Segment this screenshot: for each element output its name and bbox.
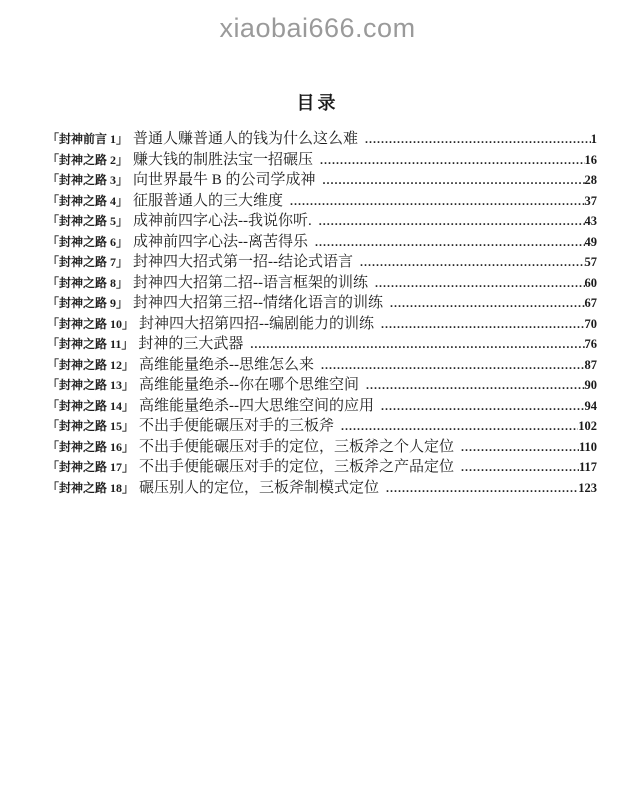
toc-entry-page: 117 [578, 460, 597, 474]
toc-entry-label: 「封神之路 12」 [47, 357, 135, 372]
toc-entry [47, 332, 597, 353]
toc-leader-dots [320, 151, 584, 169]
toc-leader-dots [360, 253, 584, 271]
toc-entry-label: 「封神之路 5」 [47, 214, 129, 228]
toc-entry [47, 414, 597, 435]
toc-list [47, 127, 597, 496]
toc-entry-label: 「封神之路 9」 [47, 296, 129, 310]
toc-entry [47, 127, 597, 148]
toc-entry-label: 「封神之路 6」 [47, 234, 129, 249]
toc-entry-page: 76 [584, 337, 597, 351]
toc-leader-dots [321, 356, 584, 374]
toc-entry-page: 49 [584, 234, 597, 249]
toc-leader-dots [290, 192, 584, 210]
toc-entry-title: 高维能量绝杀--四大思维空间的应用 [139, 397, 375, 414]
toc-entry-label: 「封神之路 8」 [47, 275, 129, 290]
toc-entry [47, 476, 597, 497]
toc-entry-title: 高维能量绝杀--你在哪个思维空间 [139, 377, 360, 393]
toc-entry [47, 435, 597, 456]
toc-entry-page: 110 [578, 439, 597, 454]
toc-entry-page: 57 [584, 255, 597, 269]
toc-entry-title: 成神前四字心法--我说你听. [133, 213, 312, 229]
toc-entry [47, 312, 597, 333]
toc-entry-page: 43 [584, 214, 597, 228]
toc-entry-label: 「封神之路 15」 [47, 419, 135, 433]
toc-leader-dots [365, 130, 591, 148]
toc-entry-title: 赚大钱的制胜法宝一招碾压 [133, 151, 314, 168]
toc-entry-label: 「封神之路 17」 [47, 460, 135, 474]
toc-leader-dots [381, 397, 584, 415]
toc-entry-label: 「封神之路 11」 [47, 337, 134, 351]
toc-entry-label: 「封神前言 1」 [47, 132, 129, 146]
toc-entry [47, 250, 597, 271]
toc-entry-page: 37 [584, 193, 597, 208]
toc-entry-label: 「封神之路 13」 [47, 378, 135, 392]
toc-entry-title: 封神四大招式第一招--结论式语言 [133, 254, 354, 270]
toc-entry [47, 291, 597, 312]
toc-leader-dots [315, 233, 584, 251]
toc-entry-title: 不出手便能碾压对手的定位，三板斧之产品定位 [139, 459, 455, 475]
toc-entry-title: 高维能量绝杀--思维怎么来 [139, 356, 315, 373]
toc-entry-title: 向世界最牛 B 的公司学成神 [133, 172, 316, 188]
toc-entry-page: 123 [578, 480, 597, 495]
toc-entry-title: 封神四大招第四招--编剧能力的训练 [139, 315, 375, 332]
toc-entry-label: 「封神之路 4」 [47, 193, 129, 208]
toc-entry [47, 189, 597, 210]
toc-entry-title: 不出手便能碾压对手的定位，三板斧之个人定位 [139, 438, 455, 455]
toc-entry [47, 455, 597, 476]
toc-entry-title: 碾压别人的定位，三板斧制模式定位 [139, 479, 380, 496]
toc-entry-page: 87 [584, 357, 597, 372]
toc-entry-page: 28 [584, 173, 597, 187]
toc-entry [47, 230, 597, 251]
toc-leader-dots [319, 212, 585, 230]
toc-entry-page: 94 [584, 398, 597, 413]
toc-entry [47, 373, 597, 394]
toc-entry-title: 封神四大招第二招--语言框架的训练 [133, 274, 369, 291]
toc-entry-title: 征服普通人的三大维度 [133, 192, 284, 209]
toc-entry-label: 「封神之路 18」 [47, 480, 135, 495]
toc-entry-label: 「封神之路 7」 [47, 255, 129, 269]
toc-entry [47, 148, 597, 169]
toc-entry [47, 168, 597, 189]
toc-entry-label: 「封神之路 10」 [47, 316, 135, 331]
toc-leader-dots [386, 479, 578, 497]
toc-entry-title: 封神四大招第三招--情绪化语言的训练 [133, 295, 384, 311]
toc-entry-title: 不出手便能碾压对手的三板斧 [139, 418, 335, 434]
site-watermark: xiaobai666.com [219, 13, 416, 43]
toc-entry-label: 「封神之路 3」 [47, 173, 129, 187]
toc-leader-dots [366, 376, 584, 394]
toc-leader-dots [323, 171, 585, 189]
toc-entry-title: 普通人赚普通人的钱为什么这么难 [133, 131, 359, 147]
toc-leader-dots [461, 438, 579, 456]
page-title: 目录 [296, 93, 339, 113]
toc-entry-page: 102 [578, 419, 597, 433]
toc-entry [47, 209, 597, 230]
toc-leader-dots [250, 335, 584, 353]
toc-entry-label: 「封神之路 14」 [47, 398, 135, 413]
toc-entry-page: 90 [584, 378, 597, 392]
toc-entry [47, 271, 597, 292]
toc-entry-page: 16 [584, 152, 597, 167]
toc-entry-label: 「封神之路 2」 [47, 152, 129, 167]
toc-entry-page: 70 [584, 316, 597, 331]
toc-entry-label: 「封神之路 16」 [47, 439, 135, 454]
toc-entry-page: 60 [584, 275, 597, 290]
toc-entry [47, 353, 597, 374]
toc-entry-page: 67 [584, 296, 597, 310]
toc-leader-dots [461, 458, 579, 476]
toc-leader-dots [375, 274, 584, 292]
toc-entry-title: 封神的三大武器 [138, 336, 244, 352]
toc-entry [47, 394, 597, 415]
toc-leader-dots [341, 417, 578, 435]
toc-leader-dots [390, 294, 584, 312]
toc-entry-page: 1 [590, 132, 597, 146]
toc-entry-title: 成神前四字心法--离苦得乐 [133, 233, 309, 250]
toc-leader-dots [381, 315, 584, 333]
